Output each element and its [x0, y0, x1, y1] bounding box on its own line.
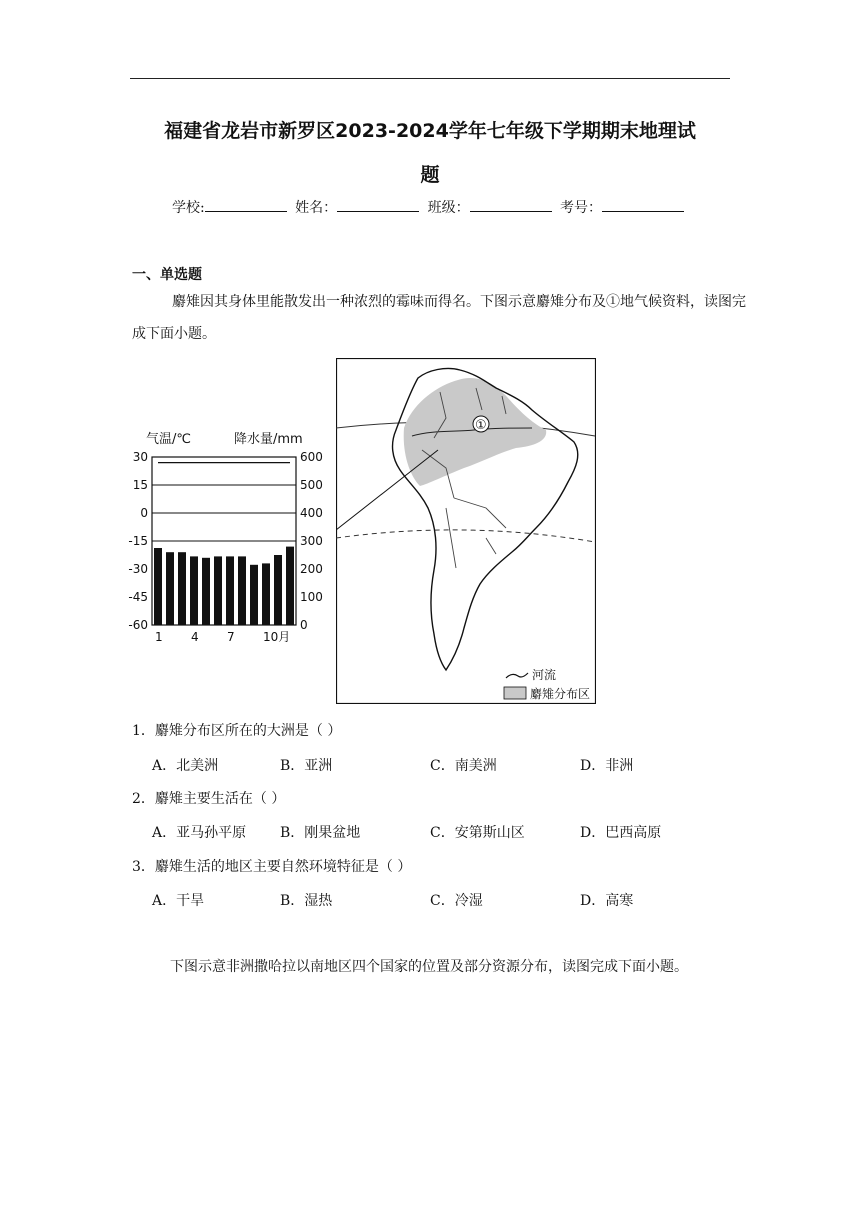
q2-option-b[interactable]: B．刚果盆地	[280, 825, 361, 841]
q3-option-a[interactable]: A．干旱	[152, 893, 205, 909]
q3-option-b[interactable]: B．湿热	[280, 893, 333, 909]
temperature-tick-label: 15	[132, 478, 148, 492]
question-2-stem: 2．麝雉主要生活在（ ）	[132, 791, 286, 807]
q1-option-b[interactable]: B．亚洲	[280, 758, 333, 774]
class-label: 班级：	[427, 200, 470, 216]
temperature-tick-label: 30	[132, 450, 148, 464]
precipitation-bar-11	[274, 555, 282, 625]
temperature-ticks	[128, 450, 148, 632]
q2-option-d[interactable]: D．巴西高原	[580, 825, 662, 841]
section-heading: 一、单选题	[132, 267, 202, 283]
month-tick-label: 10月	[263, 630, 291, 644]
precipitation-axis-label: 降水量/mm	[234, 432, 303, 447]
next-question-intro: 下图示意非洲撒哈拉以南地区四个国家的位置及部分资源分布，读图完成下面小题。	[170, 959, 688, 975]
precipitation-tick-label: 600	[300, 450, 323, 464]
precipitation-tick-label: 0	[300, 618, 308, 632]
precipitation-bar-9	[250, 565, 258, 625]
page-title-continued: 题	[420, 164, 440, 186]
climate-chart	[128, 425, 338, 650]
precipitation-bar-3	[178, 552, 186, 625]
school-blank[interactable]	[205, 199, 287, 212]
precipitation-bar-5	[202, 558, 210, 625]
month-ticks	[155, 630, 290, 644]
name-label: 姓名：	[295, 200, 338, 216]
question-1-stem: 1．麝雉分布区所在的大洲是（ ）	[132, 723, 342, 739]
precipitation-bar-10	[262, 563, 270, 625]
south-america-map	[336, 358, 596, 704]
range-legend-label: 麝雉分布区	[530, 687, 591, 701]
page-title: 福建省龙岩市新罗区2023-2024学年七年级下学期期末地理试	[164, 120, 696, 142]
month-tick-label: 7	[227, 630, 235, 644]
question-3-stem: 3．麝雉生活的地区主要自然环境特征是（ ）	[132, 859, 412, 875]
q3-option-c[interactable]: C．冷湿	[430, 893, 483, 909]
month-tick-label: 4	[191, 630, 199, 644]
q1-option-d[interactable]: D．非洲	[580, 758, 634, 774]
class-blank[interactable]	[470, 199, 552, 212]
temperature-tick-label: -60	[128, 618, 148, 632]
precipitation-bar-8	[238, 556, 246, 625]
q1-option-c[interactable]: C．南美洲	[430, 758, 497, 774]
exam-number-blank[interactable]	[602, 199, 684, 212]
q1-option-a[interactable]: A．北美洲	[152, 758, 219, 774]
name-blank[interactable]	[337, 199, 419, 212]
school-label: 学校:	[171, 200, 205, 216]
temperature-tick-label: -45	[128, 590, 148, 604]
temperature-axis-label: 气温/℃	[146, 432, 191, 447]
q3-option-d[interactable]: D．高寒	[580, 893, 634, 909]
precipitation-bar-7	[226, 556, 234, 625]
precipitation-bar-1	[154, 548, 162, 625]
precipitation-ticks	[300, 450, 323, 632]
precipitation-bar-6	[214, 556, 222, 625]
precipitation-tick-label: 100	[300, 590, 323, 604]
temperature-tick-label: -30	[128, 562, 148, 576]
precipitation-tick-label: 500	[300, 478, 323, 492]
intro-paragraph: 麝雉因其身体里能散发出一种浓烈的霉味而得名。下图示意麝雉分布及①地气候资料，读图完成下面小题。	[132, 294, 746, 342]
precipitation-bar-12	[286, 547, 294, 625]
precipitation-tick-label: 200	[300, 562, 323, 576]
month-tick-label: 1	[155, 630, 163, 644]
river-legend-label: 河流	[532, 668, 557, 682]
precipitation-tick-label: 300	[300, 534, 323, 548]
precipitation-bar-4	[190, 556, 198, 625]
range-legend-swatch	[504, 687, 526, 699]
precipitation-bar-2	[166, 552, 174, 625]
q2-option-c[interactable]: C．安第斯山区	[430, 825, 525, 841]
temperature-tick-label: -15	[128, 534, 148, 548]
gridlines	[152, 485, 296, 541]
q2-option-a[interactable]: A．亚马孙平原	[152, 825, 247, 841]
exam-number-label: 考号：	[560, 200, 603, 216]
precipitation-bars	[154, 547, 294, 625]
header-rule	[130, 78, 730, 79]
site-marker-label: ①	[475, 418, 487, 433]
student-info-line	[120, 197, 740, 217]
temperature-tick-label: 0	[140, 506, 148, 520]
precipitation-tick-label: 400	[300, 506, 323, 520]
